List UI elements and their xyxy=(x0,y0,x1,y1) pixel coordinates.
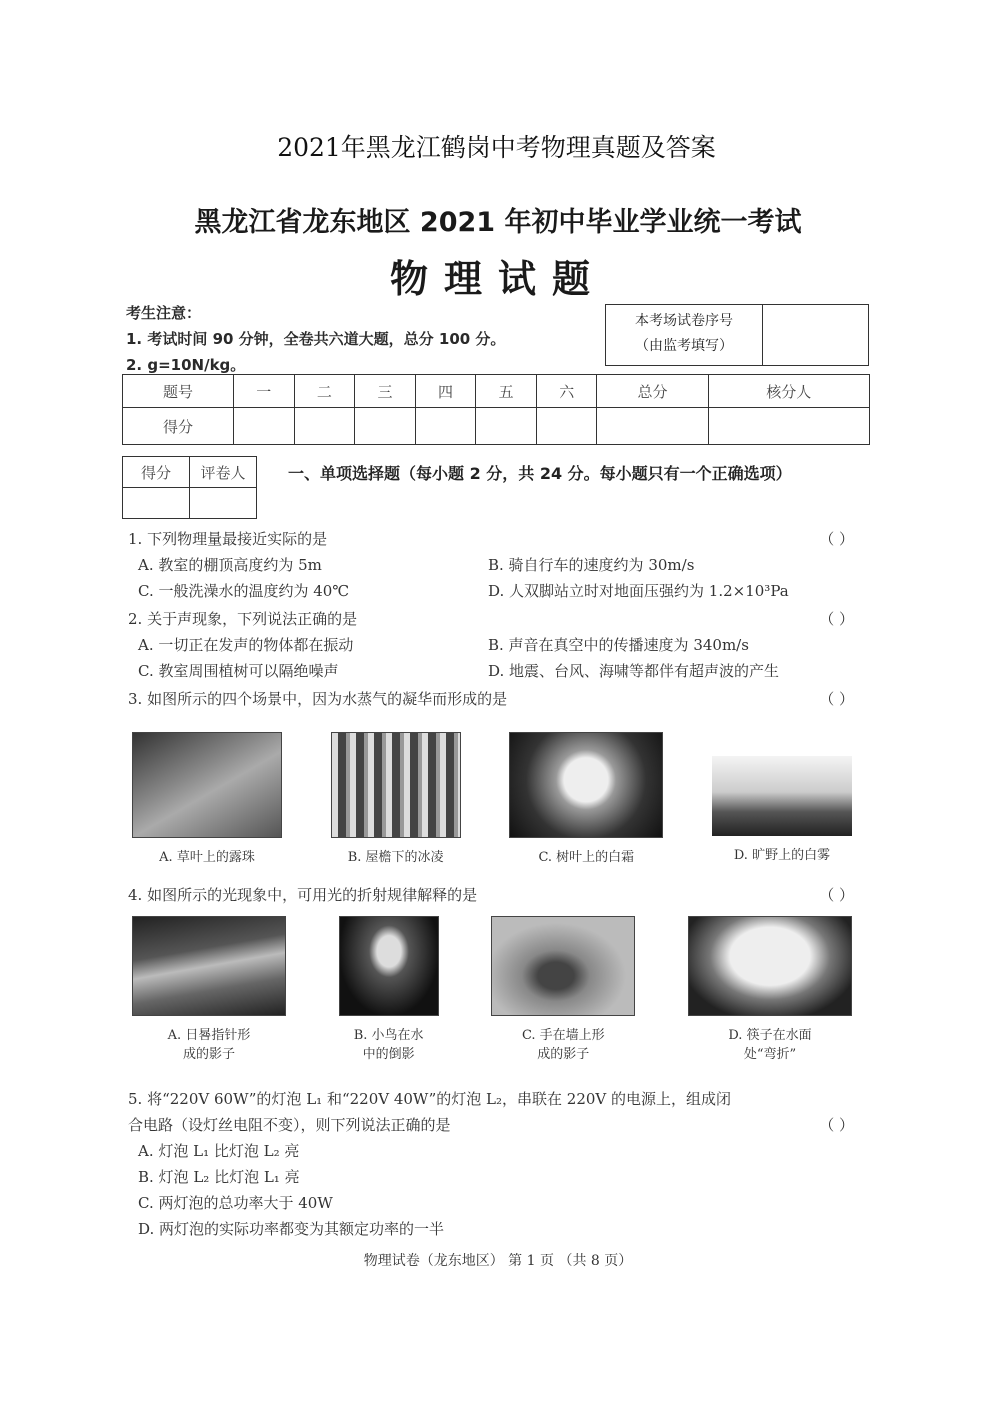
question-stem: 4. 如图所示的光现象中，可用光的折射规律解释的是 xyxy=(128,886,478,904)
picture-caption: 中的倒影 xyxy=(362,1047,415,1062)
fog-field-photo xyxy=(712,756,852,836)
picture-caption: 处“弯折” xyxy=(743,1047,797,1062)
picture-caption: B. 小鸟在水 xyxy=(353,1028,424,1043)
picture-caption: A. 日晷指针形 xyxy=(167,1028,251,1043)
document-title: 2021年黑龙江鹤岗中考物理真题及答案 xyxy=(277,133,716,162)
grader-cell xyxy=(123,488,190,519)
notice-item: 2. g=10N/kg。 xyxy=(126,356,246,374)
picture-caption: B. 屋檐下的冰凌 xyxy=(347,850,444,865)
picture-c xyxy=(491,916,635,1062)
picture-caption: A. 草叶上的露珠 xyxy=(159,850,255,865)
score-cell xyxy=(597,408,708,445)
question-2 xyxy=(128,606,868,684)
notice-item: 1. 考试时间 90 分钟，全卷共六道大题，总分 100 分。 xyxy=(126,330,506,348)
notice-heading: 考生注意： xyxy=(126,304,202,322)
answer-paren: （ ） xyxy=(819,690,854,708)
option-a: A. 一切正在发声的物体都在振动 xyxy=(138,636,354,654)
bird-reflection-photo xyxy=(339,916,439,1016)
option-c: C. 教室周围植树可以隔绝噪声 xyxy=(138,662,339,680)
picture-caption: 成的影子 xyxy=(537,1047,590,1062)
question-4-pictures xyxy=(132,916,852,1062)
question-3 xyxy=(128,686,868,712)
question-stem: 2. 关于声现象，下列说法正确的是 xyxy=(128,610,358,628)
answer-paren: （ ） xyxy=(819,530,854,548)
seat-label-line: 本考场试卷序号 xyxy=(635,313,733,329)
page-footer: 物理试卷（龙东地区） 第 1 页 （共 8 页） xyxy=(363,1253,633,1269)
question-stem: 3. 如图所示的四个场景中，因为水蒸气的凝华而形成的是 xyxy=(128,690,508,708)
grader-reviewer-label: 评卷人 xyxy=(190,457,257,488)
seat-number-label xyxy=(606,305,763,365)
picture-d xyxy=(688,916,852,1062)
option-a: A. 灯泡 L₁ 比灯泡 L₂ 亮 xyxy=(138,1142,300,1160)
option-c: C. 两灯泡的总功率大于 40W xyxy=(138,1194,333,1212)
answer-paren: （ ） xyxy=(819,886,854,904)
score-header: 三 xyxy=(355,375,416,408)
exam-scan xyxy=(118,188,878,1278)
sundial-photo xyxy=(132,916,286,1016)
picture-caption: C. 树叶上的白霜 xyxy=(538,850,635,865)
score-header: 核分人 xyxy=(708,375,870,408)
picture-c xyxy=(509,732,663,865)
grader-cell xyxy=(190,488,257,519)
option-d: D. 两灯泡的实际功率都变为其额定功率的一半 xyxy=(138,1220,445,1238)
score-cell xyxy=(708,408,870,445)
score-cell xyxy=(536,408,597,445)
score-header: 六 xyxy=(536,375,597,408)
option-d: D. 人双脚站立时对地面压强约为 1.2×10³Pa xyxy=(488,582,789,600)
option-c: C. 一般洗澡水的温度约为 40℃ xyxy=(138,582,350,600)
score-cell xyxy=(234,408,295,445)
candidate-notice xyxy=(126,300,505,378)
picture-d xyxy=(712,732,852,865)
score-header: 五 xyxy=(476,375,537,408)
option-a: A. 教室的棚顶高度约为 5m xyxy=(138,556,322,574)
score-header: 一 xyxy=(234,375,295,408)
picture-caption: D. 旷野上的白雾 xyxy=(733,848,831,863)
picture-a xyxy=(132,916,286,1062)
answer-paren: （ ） xyxy=(819,1116,854,1134)
exam-title: 黑龙江省龙东地区 2021 年初中毕业学业统一考试 xyxy=(194,207,802,238)
chopsticks-water-photo xyxy=(688,916,852,1016)
picture-a xyxy=(132,732,282,865)
question-stem: 合电路（设灯丝电阻不变），则下列说法正确的是 xyxy=(128,1116,451,1134)
seat-number-box xyxy=(605,304,869,366)
hand-shadow-photo xyxy=(491,916,635,1016)
score-header: 题号 xyxy=(123,375,234,408)
score-header: 四 xyxy=(415,375,476,408)
picture-caption: 成的影子 xyxy=(182,1047,235,1062)
seat-label-line: （由监考填写） xyxy=(635,338,733,354)
frost-leaf-photo xyxy=(509,732,663,838)
score-row-label: 得分 xyxy=(123,408,234,445)
grader-score-label: 得分 xyxy=(123,457,190,488)
option-b: B. 声音在真空中的传播速度为 340m/s xyxy=(488,636,749,654)
seat-number-blank xyxy=(763,305,868,365)
score-cell xyxy=(415,408,476,445)
option-d: D. 地震、台风、海啸等都伴有超声波的产生 xyxy=(488,662,780,680)
score-cell xyxy=(476,408,537,445)
option-b: B. 灯泡 L₂ 比灯泡 L₁ 亮 xyxy=(138,1168,300,1186)
score-header: 二 xyxy=(294,375,355,408)
picture-b xyxy=(339,916,439,1062)
picture-b xyxy=(331,732,461,865)
question-3-pictures xyxy=(132,732,852,865)
question-5 xyxy=(128,1086,868,1242)
score-cell xyxy=(355,408,416,445)
question-stem: 1. 下列物理量最接近实际的是 xyxy=(128,530,328,548)
answer-paren: （ ） xyxy=(819,610,854,628)
score-table xyxy=(122,374,870,445)
score-header: 总分 xyxy=(597,375,708,408)
grader-box xyxy=(122,456,257,519)
option-b: B. 骑自行车的速度约为 30m/s xyxy=(488,556,695,574)
question-stem: 5. 将“220V 60W”的灯泡 L₁ 和“220V 40W”的灯泡 L₂，串联在 220V 的电源上，组成闭 xyxy=(128,1090,732,1108)
icicles-photo xyxy=(331,732,461,838)
picture-caption: D. 筷子在水面 xyxy=(728,1028,812,1043)
score-cell xyxy=(294,408,355,445)
picture-caption: C. 手在墙上形 xyxy=(521,1028,605,1043)
subject-title: 物理试题 xyxy=(389,257,606,301)
section-heading: 一、单项选择题（每小题 2 分，共 24 分。每小题只有一个正确选项） xyxy=(288,464,792,483)
dew-on-grass-photo xyxy=(132,732,282,838)
question-4 xyxy=(128,882,868,908)
question-1 xyxy=(128,526,868,604)
